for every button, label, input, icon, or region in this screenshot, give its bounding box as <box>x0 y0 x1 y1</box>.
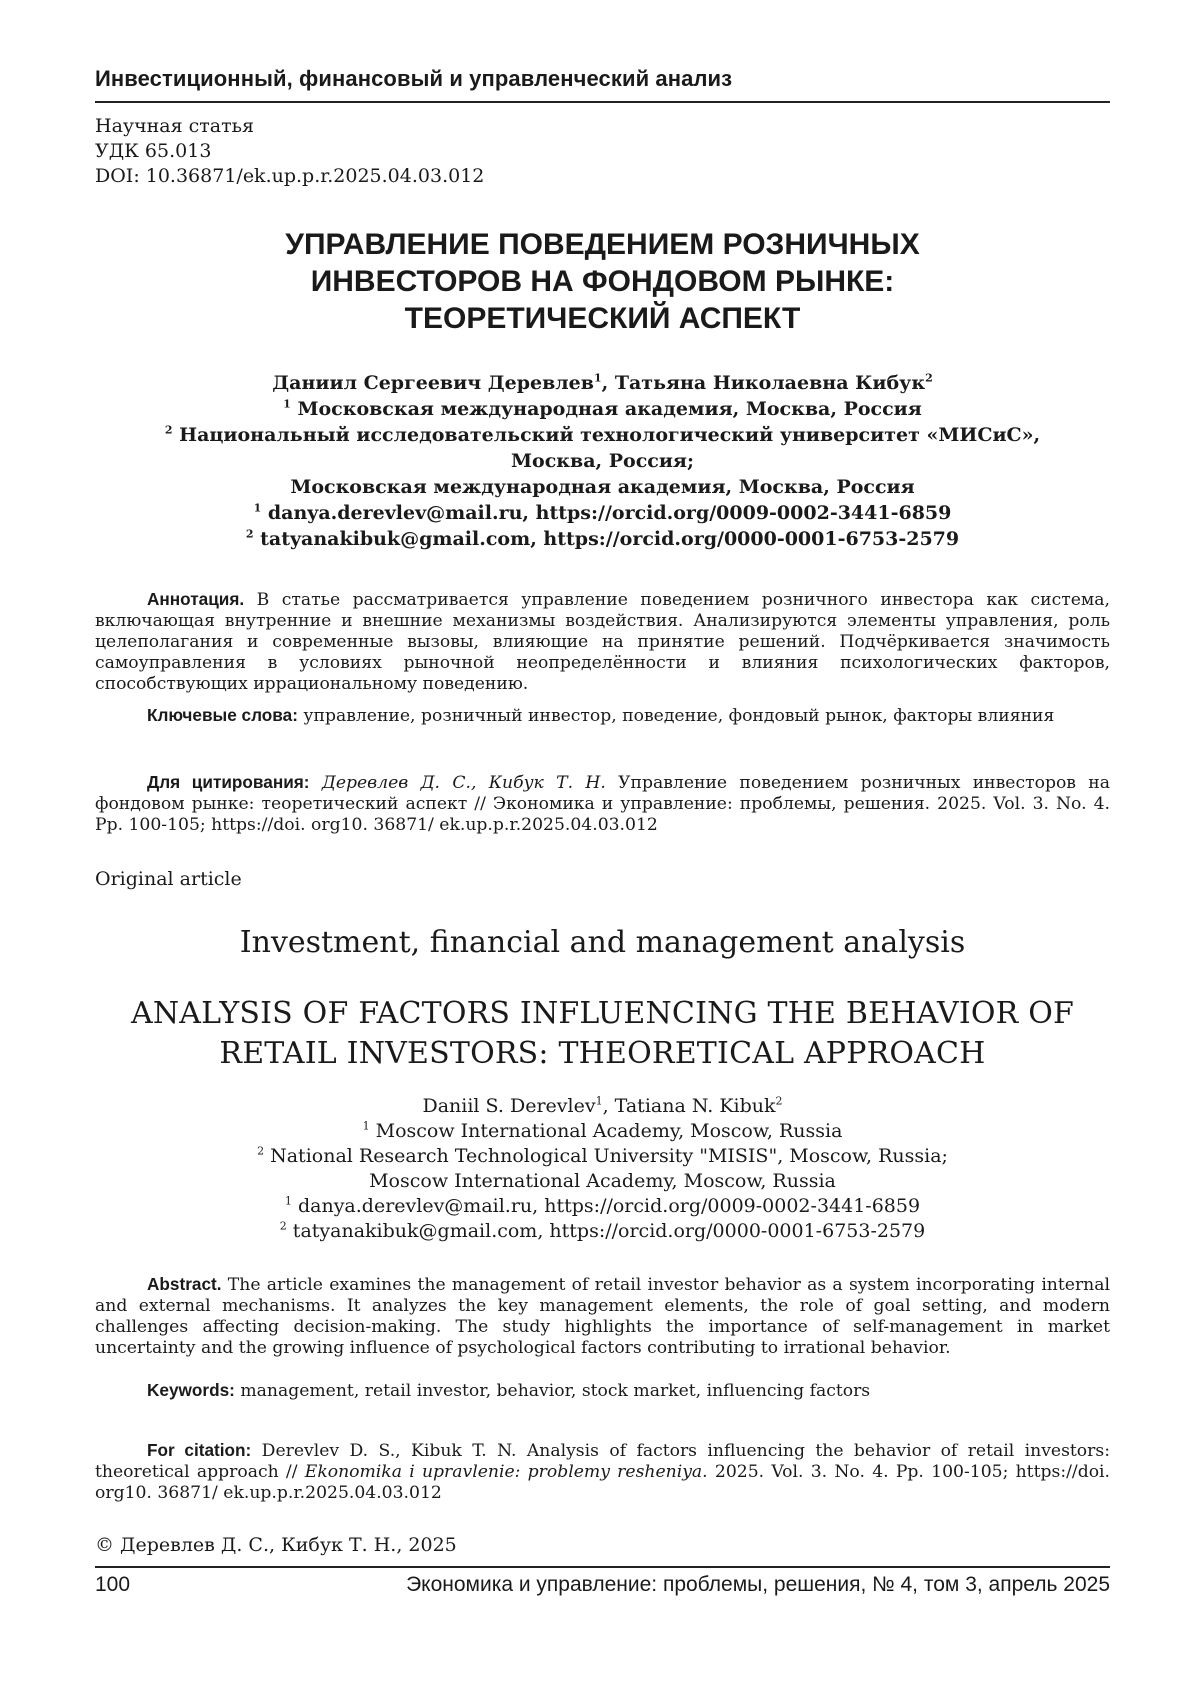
contact-text[interactable]: danya.derevlev@mail.ru, https://orcid.org/0009-0002-3441-6859 <box>292 1195 920 1217</box>
title-en-line: RETAIL INVESTORS: THEORETICAL APPROACH <box>95 1034 1110 1074</box>
article-type: Научная статья <box>95 114 484 139</box>
keywords-en <box>95 1380 1110 1402</box>
authors-ru-block <box>95 370 1110 552</box>
keywords-ru <box>95 705 1110 727</box>
keywords-en-label: Keywords: <box>147 1380 235 1400</box>
author-sup: 1 <box>594 372 602 385</box>
author-sup: 1 <box>596 1095 603 1108</box>
author-name: Daniil S. Derevlev <box>422 1095 595 1117</box>
udk-code: УДК 65.013 <box>95 139 484 164</box>
affiliation-ru <box>95 396 1110 422</box>
abstract-ru-label: Аннотация. <box>147 589 244 609</box>
article-page <box>0 0 1200 1698</box>
abstract-ru-text: В статье рассматривается управление поведением розничного инвестора как система, включающая внутренние и внешние механизмы воздействия. Анализируются элементы управления, роль целеполагания и современные вызовы, влияющие на принятие решений. Подчёркивается значимость самоуправления в условиях рыночной неопределённости и влияния психологических факторов, способствующих иррациональному поведению. <box>95 590 1110 694</box>
citation-ru-text: Управление поведением розничных инвесторов на фондовом рынке: теоретический аспект // Экономика и управление: проблемы, решения. 2025. Vol. 3. No. 4. Pp. 100-105; https://doi. org10. 36871/ ek.up.p.r.2025.04.03.012 <box>95 773 1110 835</box>
original-article-label: Original article <box>95 868 242 890</box>
copyright: © Деревлев Д. С., Кибук Т. Н., 2025 <box>95 1534 457 1556</box>
affiliation-ru: Московская международная академия, Москва, Россия <box>95 474 1110 500</box>
keywords-ru-text: управление, розничный инвестор, поведение, фондовый рынок, факторы влияния <box>298 706 1054 726</box>
author-separator: , <box>603 1095 615 1117</box>
affiliation-en: Moscow International Academy, Moscow, Russia <box>95 1169 1110 1194</box>
affiliation-en <box>95 1119 1110 1144</box>
contact-sup: 1 <box>285 1195 292 1208</box>
affiliation-sup: 2 <box>165 424 173 437</box>
affiliation-sup: 1 <box>283 398 291 411</box>
affiliation-text: Moscow International Academy, Moscow, Russia <box>370 1120 843 1142</box>
title-ru-line: ИНВЕСТОРОВ НА ФОНДОВОМ РЫНКЕ: <box>95 263 1110 300</box>
authors-ru-names <box>95 370 1110 396</box>
affiliation-en <box>95 1144 1110 1169</box>
citation-en <box>95 1440 1110 1504</box>
article-meta <box>95 114 484 189</box>
title-ru <box>95 226 1110 337</box>
citation-ru <box>95 772 1110 836</box>
keywords-ru-label: Ключевые слова: <box>147 705 298 725</box>
author-name: Даниил Сергеевич Деревлев <box>272 372 594 394</box>
abstract-en-text: The article examines the management of retail investor behavior as a system incorporating internal and external mechanisms. It analyzes the key management elements, the role of goal setting, and modern challenges affecting decision-making. The study highlights the importance of self-management in market uncertainty and the growing influence of psychological factors contributing to irrational behavior. <box>95 1275 1110 1358</box>
doi: DOI: 10.36871/ek.up.p.r.2025.04.03.012 <box>95 164 484 189</box>
title-en-line: ANALYSIS OF FACTORS INFLUENCING THE BEHAVIOR OF <box>95 994 1110 1034</box>
citation-en-journal: Ekonomika i upravlenie: problemy resheniya. <box>305 1462 708 1482</box>
footer-divider <box>95 1566 1110 1568</box>
contact-ru <box>95 500 1110 526</box>
citation-en-label: For citation: <box>147 1440 251 1460</box>
contact-sup: 2 <box>246 528 254 541</box>
keywords-en-text: management, retail investor, behavior, stock market, influencing factors <box>235 1381 870 1401</box>
contact-en <box>95 1194 1110 1219</box>
title-ru-line: УПРАВЛЕНИЕ ПОВЕДЕНИЕМ РОЗНИЧНЫХ <box>95 226 1110 263</box>
abstract-en-label: Abstract. <box>147 1274 222 1294</box>
authors-en-names <box>95 1094 1110 1119</box>
contact-text[interactable]: tatyanakibuk@gmail.com, https://orcid.org/0000-0001-6753-2579 <box>254 528 960 550</box>
contact-text[interactable]: danya.derevlev@mail.ru, https://orcid.org/0009-0002-3441-6859 <box>261 502 951 524</box>
header-divider <box>95 101 1110 103</box>
abstract-en <box>95 1274 1110 1359</box>
affiliation-sup: 1 <box>363 1120 370 1133</box>
contact-sup: 1 <box>254 502 262 515</box>
citation-ru-authors: Деревлев Д. С., Кибук Т. Н. <box>310 773 606 793</box>
citation-en-text: Derevlev D. S., Kibuk T. N. Analysis of factors influencing the behavior of retail investors: theoretical approach // <box>95 1441 1110 1482</box>
affiliation-sup: 2 <box>257 1145 264 1158</box>
rubric-en: Investment, financial and management analysis <box>95 925 1110 960</box>
affiliation-text: Московская международная академия, Москва, Россия <box>291 398 922 420</box>
author-name: Татьяна Николаевна Кибук <box>615 372 925 394</box>
authors-en-block <box>95 1094 1110 1244</box>
author-separator: , <box>602 372 615 394</box>
contact-sup: 2 <box>280 1220 287 1233</box>
contact-en <box>95 1219 1110 1244</box>
section-rubric: Инвестиционный, финансовый и управленческий анализ <box>95 66 1110 92</box>
page-number: 100 <box>95 1573 130 1597</box>
affiliation-ru: Москва, Россия; <box>95 448 1110 474</box>
abstract-ru <box>95 589 1110 695</box>
author-sup: 2 <box>925 372 933 385</box>
affiliation-text: Национальный исследовательский технологический университет «МИСиС», <box>173 424 1041 446</box>
contact-text[interactable]: tatyanakibuk@gmail.com, https://orcid.org/0000-0001-6753-2579 <box>287 1220 925 1242</box>
contact-ru <box>95 526 1110 552</box>
author-name: Tatiana N. Kibuk <box>615 1095 776 1117</box>
title-en <box>95 994 1110 1074</box>
citation-en-text: 2025. Vol. 3. No. 4. Pp. 100-105; https://doi. org10. 36871/ ek.up.p.r.2025.04.03.012 <box>95 1462 1110 1503</box>
journal-info: Экономика и управление: проблемы, решения, № 4, том 3, апрель 2025 <box>406 1573 1110 1597</box>
author-sup: 2 <box>776 1095 783 1108</box>
affiliation-ru <box>95 422 1110 448</box>
citation-ru-label: Для цитирования: <box>147 772 310 792</box>
affiliation-text: National Research Technological University "MISIS", Moscow, Russia; <box>264 1145 948 1167</box>
title-ru-line: ТЕОРЕТИЧЕСКИЙ АСПЕКТ <box>95 300 1110 337</box>
